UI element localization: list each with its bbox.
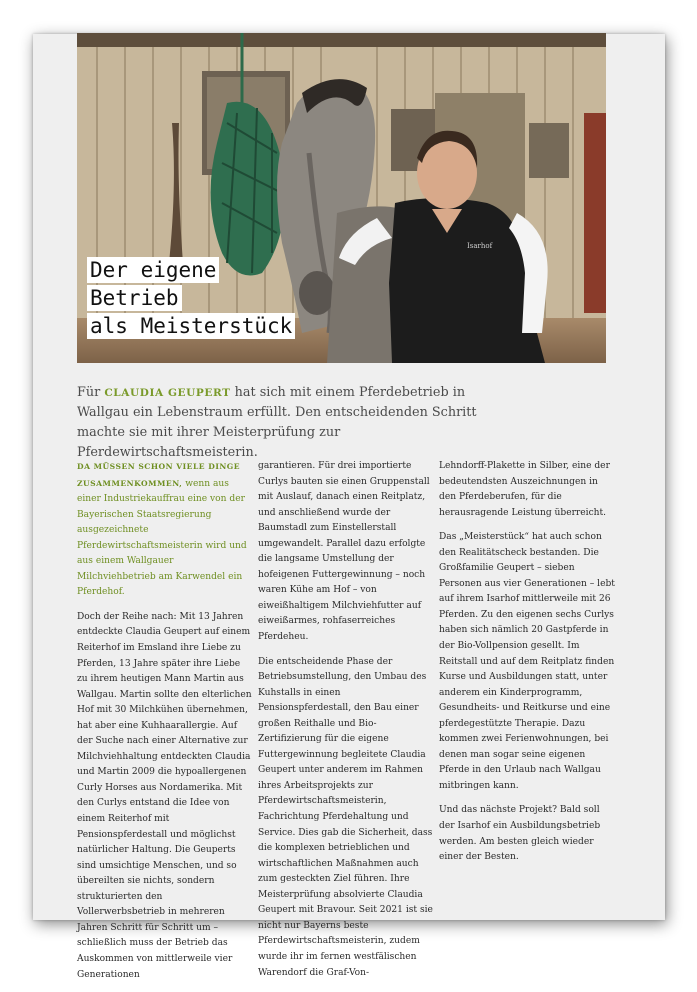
headline-line-3: als Meisterstück bbox=[87, 313, 295, 339]
lead-paragraph bbox=[77, 459, 253, 601]
headline-line-1: Der eigene bbox=[87, 257, 219, 283]
article-headline bbox=[87, 257, 295, 341]
headline-line-2: Betrieb bbox=[87, 285, 182, 311]
vest-logo-text: Isarhof bbox=[467, 242, 493, 250]
column-3-paragraph-3: Und das nächste Projekt? Bald soll der Isarhof ein Ausbildungsbetrieb werden. Am besten gleich wieder einer der Besten. bbox=[439, 805, 601, 863]
intro-person-name: CLAUDIA GEUPERT bbox=[104, 387, 231, 399]
text-column-2 bbox=[258, 459, 434, 990]
column-2-paragraph-2: Die entscheidende Phase der Betriebsumstellung, den Umbau des Kuhstalls in einen Pensionspferdestall, den Bau einer großen Reithalle und Bio-Zertifizierung für die eigene Futtergewinnung begleitete Claudia Geupert unter anderem im Rahmen ihres Arbeitsprojekts zur Pferdewirtschaftsmeisterin, Fachrichtung Pferdehaltung und Service. Dies gab die Sicherheit, dass die komplexen betrieblichen und wirtschaftlichen Maßnahmen auch zum gesteckten Ziel führen. Ihre Meisterprüfung absolvierte Claudia Geupert mit Bravour. Seit 2021 ist sie nicht nur Bayerns beste Pferdewirtschaftsmeisterin, zudem wurde ihr im fernen westfälischen Warendorf die Graf-Von- bbox=[258, 656, 433, 978]
column-1-paragraph: Doch der Reihe nach: Mit 13 Jahren entdeckte Claudia Geupert auf einem Reiterhof im Emsland ihre Liebe zu Pferden, 13 Jahre später ihre Liebe zu ihrem heutigen Mann Martin aus Wallgau. Martin sollte den elterlichen Hof mit 30 Milchkühen übernehmen, hat aber eine Kuhhaarallergie. Auf der Suche nach einer Alternative zur Milchviehhaltung entdeckten Claudia und Martin 2009 die hypoallergenen Curly Horses aus Nordamerika. Mit den Curlys entstand die Idee von einem Reiterhof mit Pensionspferdestall und möglichst natürlicher Haltung. Die Geuperts sind umsichtige Menschen, und so übereilten sie nichts, sondern strukturierten den Vollerwerbsbetrieb in mehreren Jahren Schritt für Schritt um – schließlich muss der Betrieb das Auskommen von mittlerweile vier Generationen bbox=[77, 611, 252, 980]
column-3-paragraph-1: Lehndorff-Plakette in Silber, eine der bedeutendsten Auszeichnungen in den Pferdeberufen, für die herausragende Leistung überreicht. bbox=[439, 461, 610, 518]
intro-prefix: Für bbox=[77, 385, 105, 400]
text-column-1 bbox=[77, 459, 253, 992]
intro-paragraph bbox=[77, 383, 517, 463]
column-2-paragraph-1: garantieren. Für drei importierte Curlys bauten sie einen Gruppenstall mit Auslauf, danach einen Reitplatz, und anschließend wurde der Baumstadl zum Einstellerstall umgewandelt. Parallel dazu erfolgte die langsame Umstellung der hofeigenen Futtergewinnung – noch waren Kühe am Hof – von eiweißhaltigem Milchviehfutter auf eiweißarmes, rohfaserreiches Pferdeheu. bbox=[258, 461, 430, 643]
column-3-paragraph-2: Das „Meisterstück“ hat auch schon den Realitätscheck bestanden. Die Großfamilie Geupert – sieben Personen aus vier Generationen – lebt auf ihrem Isarhof mittlerweile mit 26 Pferden. Zu den eigenen sechs Curlys haben sich nämlich 20 Gastpferde in der Bio-Vollpension gesellt. Im Reitstall und auf dem Reitplatz finden Kurse und Ausbildungen statt, unter anderem ein Kinderprogramm, Gesundheits- und Reitkurse und eine pferdegestützte Therapie. Dazu kommen zwei Ferienwohnungen, bei denen man sogar seine eigenen Pferde in den Urlaub nach Wallgau mitbringen kann. bbox=[439, 532, 615, 791]
lead-text: wenn aus einer Industriekauffrau eine von der Bayerischen Staatsregierung ausgezeichnete Pferdewirtschaftsmeisterin wird und aus einem Wallgauer Milchviehbetrieb am Karwendel ein Pferdehof. bbox=[77, 478, 247, 598]
text-column-3 bbox=[439, 459, 615, 875]
lead-caps: DA MÜSSEN SCHON VIELE DINGE ZUSAMMENKOMMEN, bbox=[77, 462, 241, 488]
intro-text: hat sich mit einem Pferdebetrieb in Wallgau ein Lebenstraum erfüllt. Den entscheidenden Schritt machte sie mit ihrer Meisterprüfung zur Pferdewirtschaftsmeisterin. bbox=[77, 385, 477, 460]
